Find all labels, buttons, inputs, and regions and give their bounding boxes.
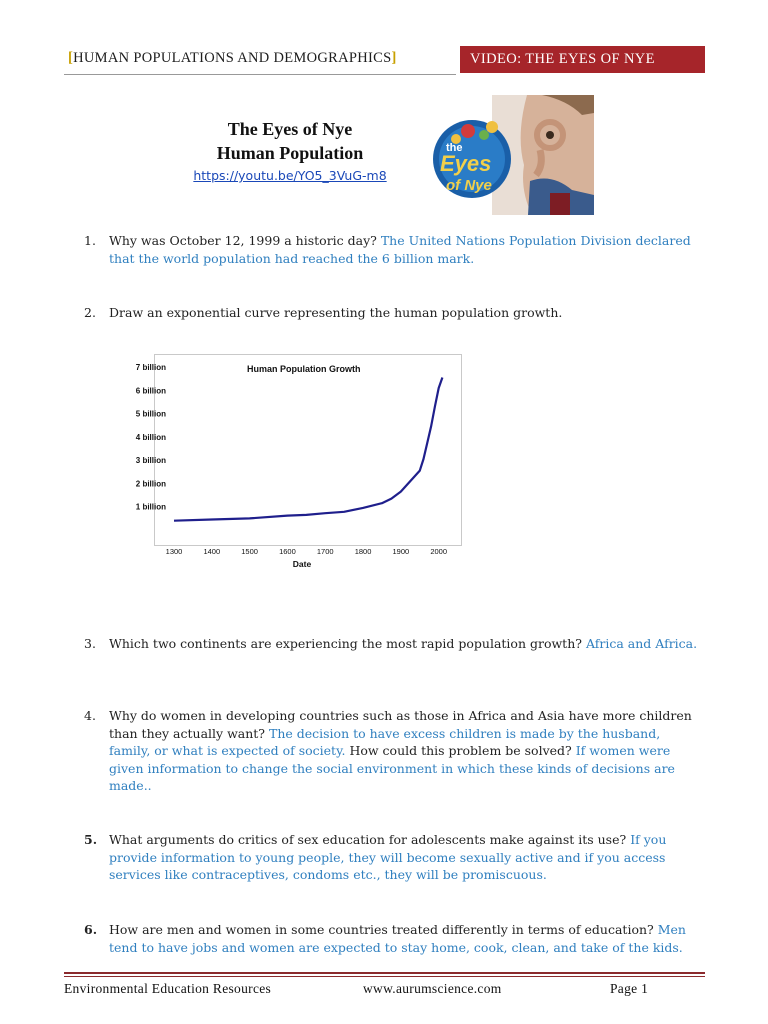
page-title: The Eyes of Nye	[227, 119, 353, 139]
header-video-title: VIDEO: THE EYES OF NYE	[470, 51, 655, 67]
header-title-text: HUMAN POPULATIONS AND DEMOGRAPHICS	[73, 50, 392, 66]
logo-text-eyes: Eyes	[440, 151, 492, 176]
question-3	[84, 635, 704, 653]
y-tick-label: 2 billion	[135, 479, 166, 489]
x-tick-label: 1900	[392, 547, 410, 556]
question-1	[84, 232, 704, 267]
footer-rule	[64, 972, 705, 974]
video-link[interactable]: https://youtu.be/YO5_3VuG-m8	[193, 168, 387, 183]
x-tick-label: 1300	[165, 547, 183, 556]
question-2	[84, 304, 704, 322]
question-text: How are men and women in some countries treated differently in terms of education?	[109, 922, 654, 937]
y-tick-label: 1 billion	[135, 502, 166, 512]
y-tick-label: 6 billion	[135, 386, 166, 396]
x-tick-label: 1600	[279, 547, 296, 556]
footer-website[interactable]: www.aurumscience.com	[363, 981, 502, 996]
logo-text-the: the	[446, 142, 463, 154]
question-6	[84, 921, 704, 956]
y-tick-label: 3 billion	[135, 456, 166, 466]
x-axis-label: Date	[292, 559, 312, 569]
answer-text: Africa and Africa.	[585, 636, 698, 651]
logo-text-of-nye: of Nye	[446, 177, 492, 194]
footer-left: Environmental Education Resources	[64, 981, 272, 996]
footer-page-number: Page 1	[610, 981, 649, 996]
answer-text: If you provide information to young people, they will become sexually active and if you access services like contraceptives, condoms etc., they will be promiscuous.	[109, 832, 667, 882]
question-text-2: How could this problem be solved?	[349, 743, 572, 758]
y-tick-label: 4 billion	[135, 432, 166, 442]
answer-text-2: If women were given information to change the social environment in which these kinds of decisions are made..	[109, 743, 675, 793]
x-tick-label: 1800	[354, 547, 372, 556]
y-tick-label: 5 billion	[135, 409, 166, 419]
page-subtitle: Human Population	[216, 143, 364, 163]
header-rule	[64, 74, 456, 75]
header-video-badge	[460, 46, 705, 73]
answer-text: The decision to have excess children is made by the husband, family, or what is expected of society.	[109, 725, 661, 758]
question-text: Draw an exponential curve representing the human population growth.	[109, 305, 563, 320]
header-title	[68, 50, 448, 67]
title-block	[180, 117, 400, 184]
question-5	[84, 831, 704, 884]
question-text: Why was October 12, 1999 a historic day?	[109, 233, 377, 248]
x-tick-label: 1400	[203, 547, 221, 556]
y-tick-label: 7 billion	[135, 363, 166, 372]
x-tick-label: 2000	[430, 547, 448, 556]
x-tick-label: 1500	[241, 547, 258, 556]
question-number: 4.	[84, 708, 96, 723]
eyes-of-nye-logo	[432, 95, 594, 215]
question-text: What arguments do critics of sex education for adolescents make against its use?	[109, 832, 627, 847]
footer-rule-thin	[64, 976, 705, 977]
question-text: Why do women in developing countries such as those in Africa and Asia have more children than they actually want?	[109, 708, 692, 741]
population-series-line	[174, 378, 442, 521]
answer-text: Men tend to have jobs and women are expected to stay home, cook, clean, and take of the kids.	[109, 922, 686, 955]
header-bracket-close: ]	[391, 50, 397, 66]
question-number: 6.	[84, 922, 98, 937]
question-number: 1.	[84, 233, 96, 248]
chart-title: Human Population Growth	[247, 364, 361, 374]
population-chart	[120, 350, 470, 575]
x-tick-label: 1700	[316, 547, 334, 556]
question-number: 2.	[84, 305, 96, 320]
question-number: 5.	[84, 832, 98, 847]
question-number: 3.	[84, 636, 96, 651]
question-text: Which two continents are experiencing the most rapid population growth?	[109, 636, 582, 651]
answer-text: The United Nations Population Division declared that the world population had reached the 6 billion mark.	[109, 233, 691, 266]
header-bracket-open: [	[68, 50, 74, 66]
question-4	[84, 707, 704, 795]
